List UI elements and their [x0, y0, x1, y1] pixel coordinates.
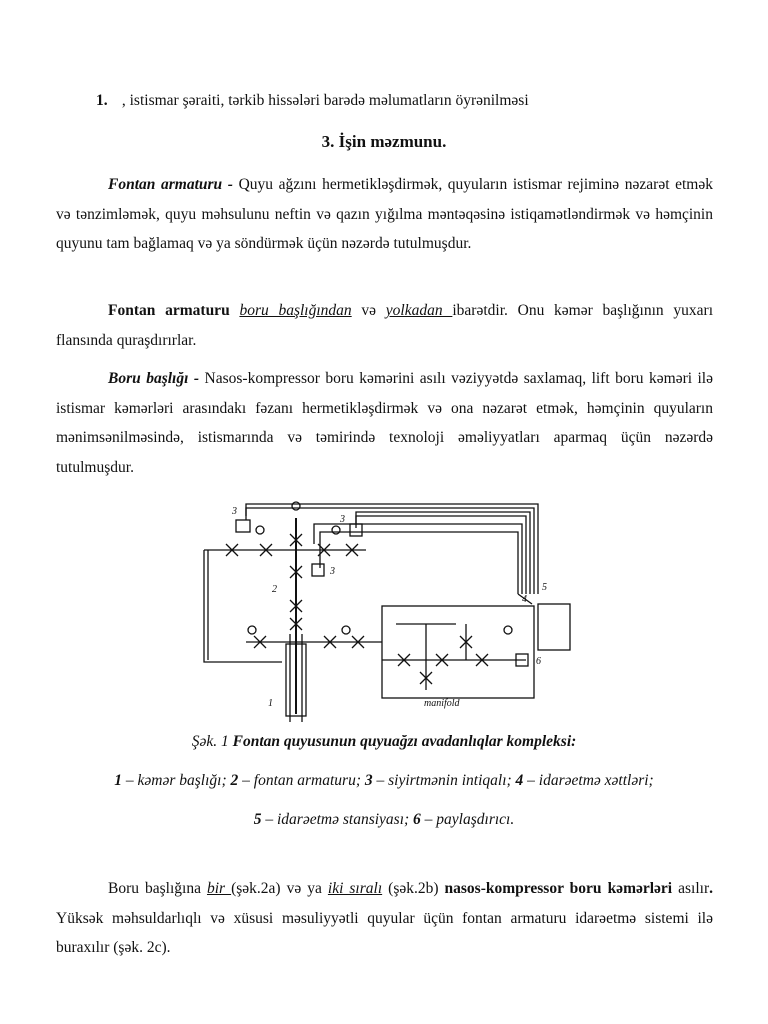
control-station	[538, 604, 570, 650]
valve-actuator-center	[312, 564, 324, 576]
paragraph-fontan-armaturu	[56, 170, 713, 259]
label-1: 1	[268, 698, 273, 709]
label-6: 6	[536, 656, 541, 667]
link-boru-basligi: boru başlığından	[239, 302, 352, 319]
pressure-gauges	[248, 502, 512, 634]
wellhead-equipment-diagram	[186, 494, 596, 722]
link-bir: bir	[206, 880, 232, 897]
term-boru-basligi: Boru başlığı -	[108, 370, 200, 387]
control-lines	[246, 504, 538, 594]
list-item-1	[96, 92, 529, 110]
paragraph-text: Nasos-kompressor boru kəmərini asılı vəziyyətdə saxlamaq, lift boru kəməri ilə istismar kəmərləri arasındakı fəzanı hermetikləşdirmək və ona nəzarət etmək, həmçinin quyuların mənimsənilməsində, istismarında və təmirində texnoloji əməliyyatları aparmaq üçün nəzərdə tutulmuşdur.	[56, 370, 713, 476]
paragraph-boru-basligi	[56, 364, 713, 482]
label-3b: 3	[340, 514, 345, 525]
label-2: 2	[272, 584, 277, 595]
figure-caption-items-2: 5 – idarəetmə stansiyası; 6 – paylaşdırıcı.	[253, 811, 515, 828]
link-yolka: yolkadan	[385, 302, 453, 319]
term-nasos-kompressor: nasos-kompressor boru kəmərləri	[444, 880, 673, 897]
list-text: , istismar şəraiti, tərkib hissələri barədə məlumatların öyrənilməsi	[118, 92, 529, 109]
label-3c: 3	[330, 566, 335, 577]
paragraph-composition: Fontan armaturu boru başlığından və yolkadan ibarətdir. Onu kəmər başlığının yuxarı flansında quraşdırırlar.	[56, 302, 713, 349]
list-number: 1.	[96, 92, 108, 109]
figure-number: Şək. 1	[191, 733, 229, 750]
label-5: 5	[542, 582, 547, 593]
term-fontan-armaturu: Fontan armaturu -	[108, 176, 233, 193]
figure-caption-items-1: 1 – kəmər başlığı; 2 – fontan armaturu; 3 – siyirtmənin intiqalı; 4 – idarəetmə xəttləri;	[114, 772, 654, 789]
term-fontan-armaturu-2: Fontan armaturu	[108, 302, 230, 319]
figure-caption-title: Şək. 1 Fontan quyusunun quyuağzı avadanlıqlar kompleksi:	[191, 733, 577, 750]
paragraph-text: Quyu ağzını hermetikləşdirmək, quyuların istismar rejiminə nəzarət etmək və tənzimləmək, quyu məhsulunu neftin və qazın yığılma məntəqəsinə istiqamətləndirmək və həmçinin quyunu tam bağlamaq və ya söndürmək üçün nəzərdə tutulmuşdur.	[56, 176, 713, 252]
valve-actuator-left	[236, 520, 250, 532]
section-heading: 3. İşin məzmunu.	[321, 132, 447, 151]
label-3a: 3	[232, 506, 237, 517]
label-4: 4	[522, 594, 527, 605]
manifold-box	[382, 606, 534, 698]
paragraph-tubing-hanging: Boru başlığına bir (şək.2a) və ya iki sıralı (şək.2b) nasos-kompressor boru kəmərləri asılır. Yüksək məhsuldarlıqlı və xüsusi məsuliyyətli quyular üçün fontan armaturu idarəetmə sistemi ilə buraxılır (şək. 2c).	[56, 880, 713, 956]
link-iki-sirali: iki sıralı	[327, 880, 383, 897]
label-manifold: manifold	[424, 698, 460, 709]
